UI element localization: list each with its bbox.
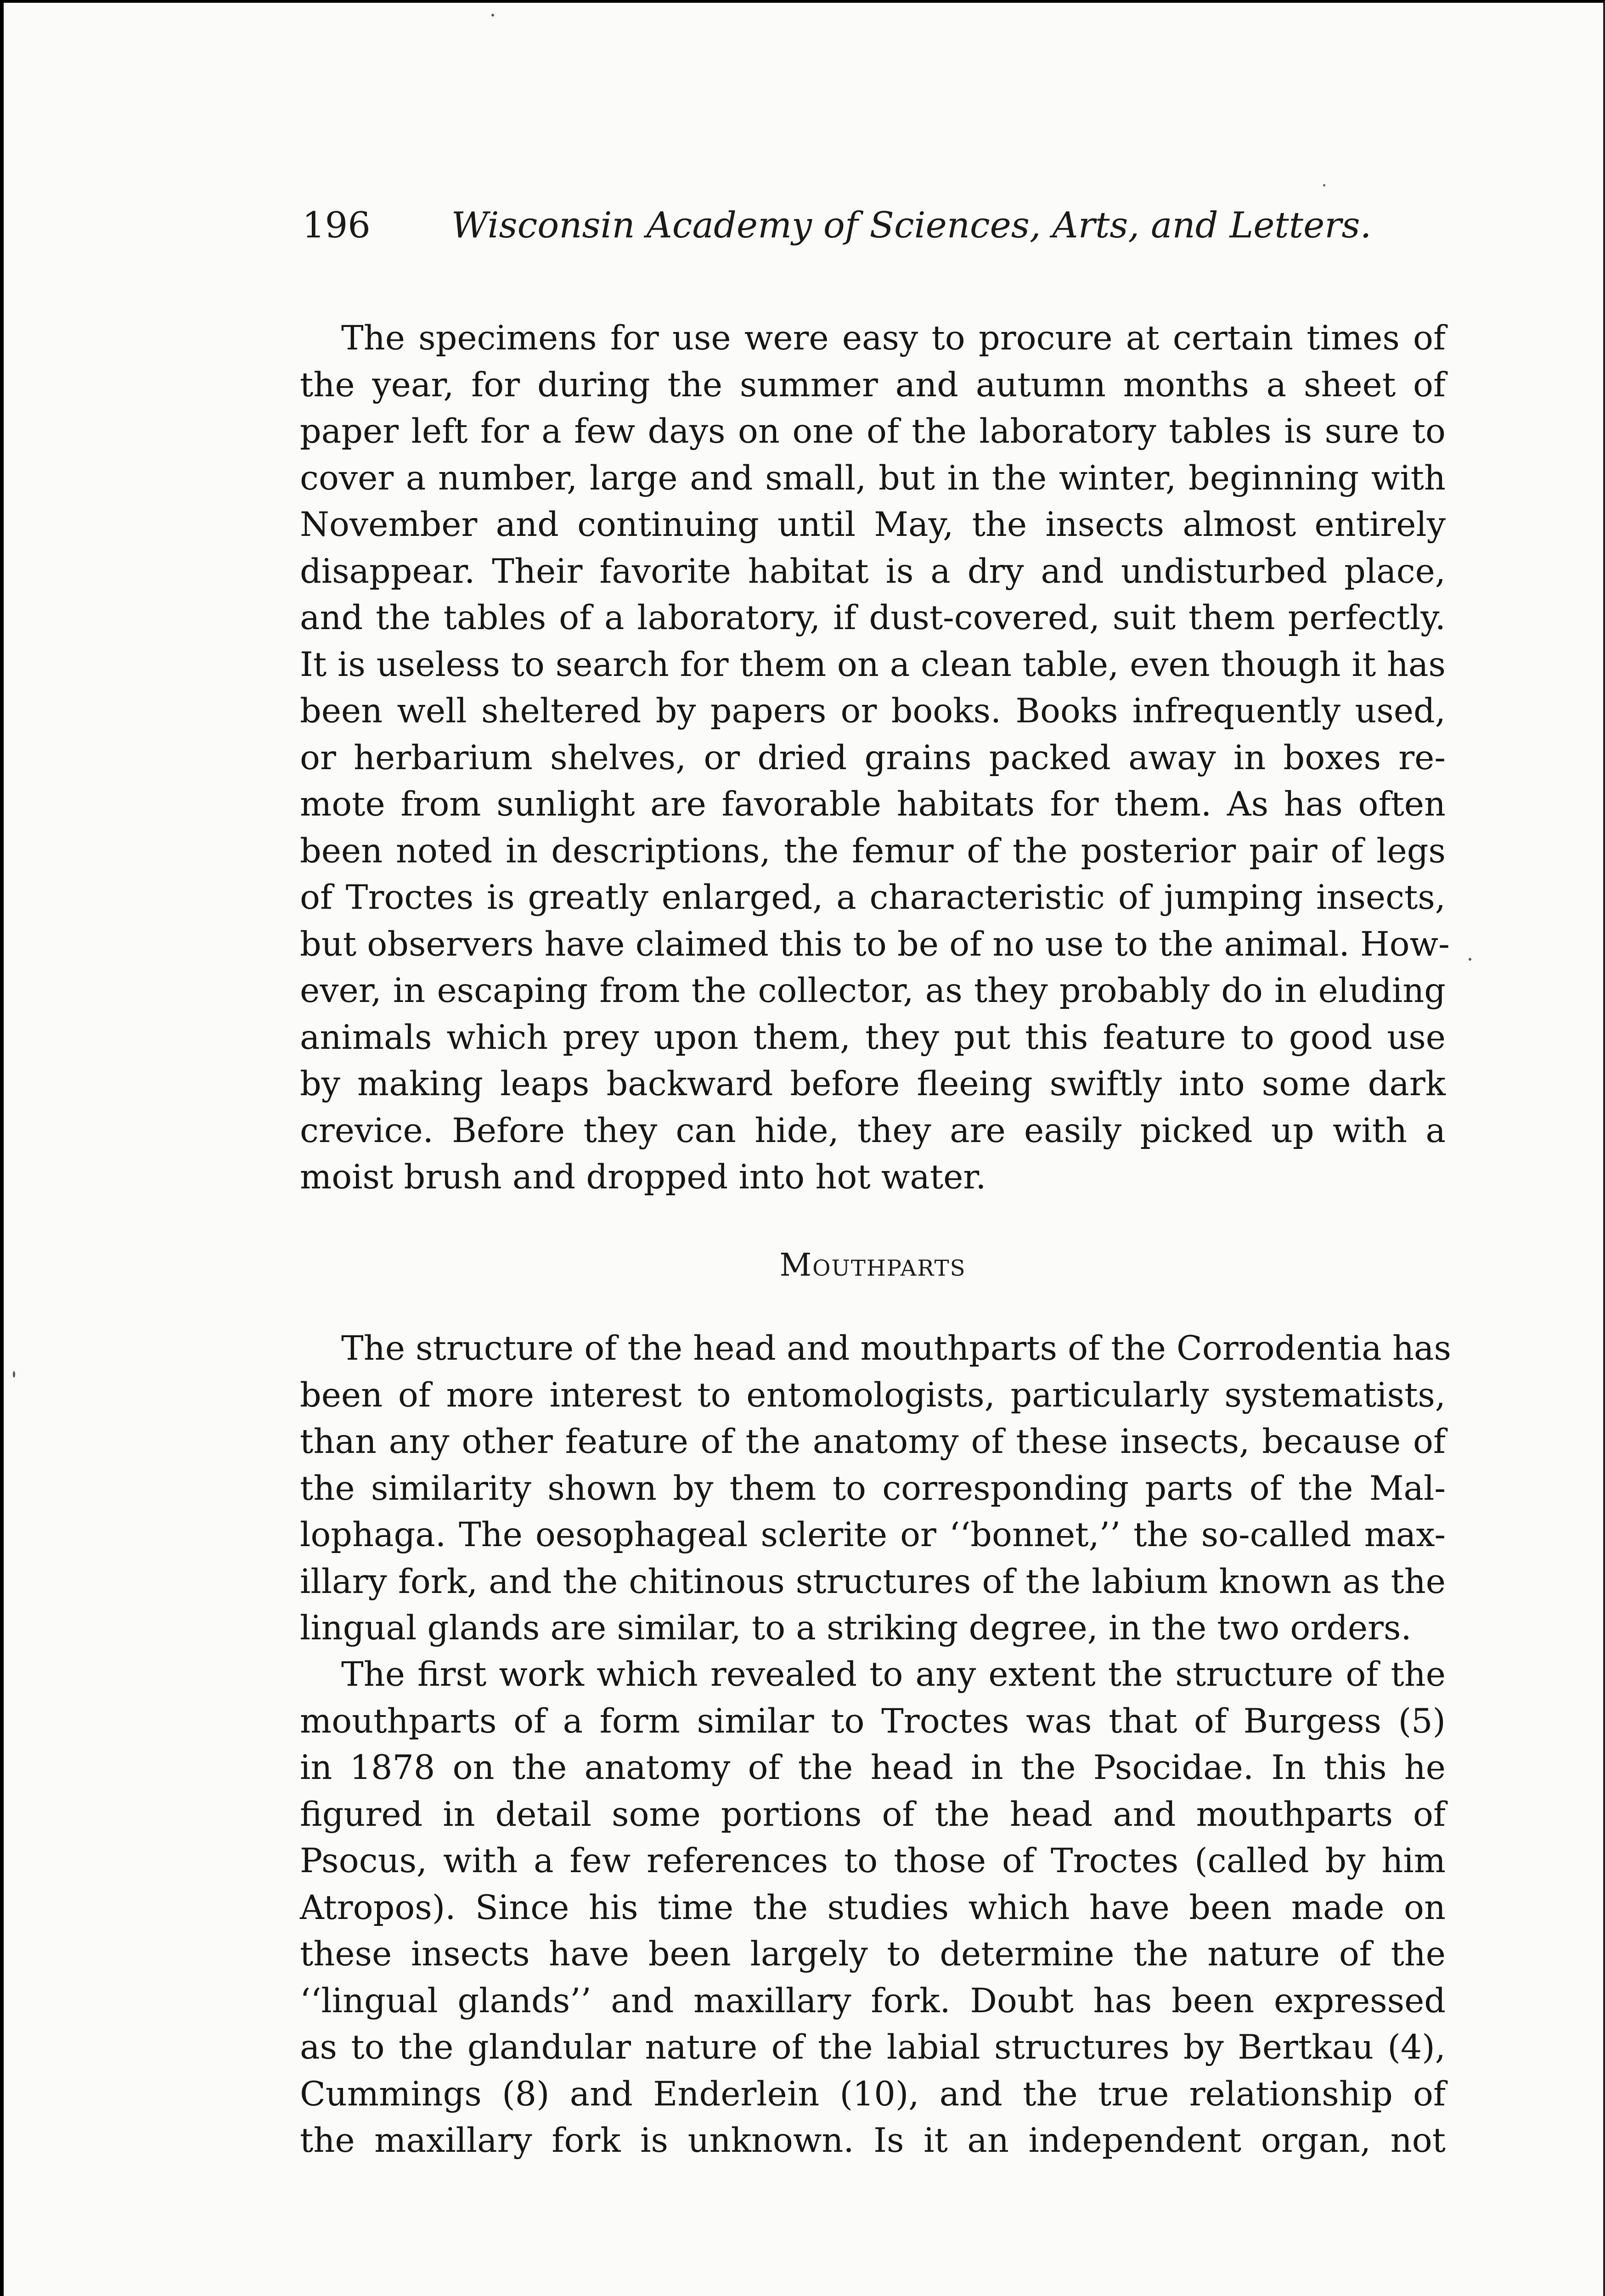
scan-speck xyxy=(491,14,494,17)
text-line: illary fork, and the chitinous structures of the labium known as the xyxy=(300,1562,1446,1601)
text-line: animals which prey upon them, they put this feature to good use xyxy=(300,1018,1446,1057)
paragraph-structure xyxy=(300,1325,1451,1652)
text-line: the similarity shown by them to corresponding parts of the Mal- xyxy=(300,1469,1446,1508)
text-line: The specimens for use were easy to procure at certain times of xyxy=(341,319,1446,358)
text-line: the year, for during the summer and autumn months a sheet of xyxy=(300,365,1446,405)
text-line: and the tables of a laboratory, if dust-covered, suit them perfectly. xyxy=(300,598,1446,637)
paragraph-specimens xyxy=(300,315,1450,1201)
text-line: in 1878 on the anatomy of the head in the Psocidae. In this he xyxy=(300,1748,1446,1787)
text-line: Cummings (8) and Enderlein (10), and the true relationship of xyxy=(300,2074,1446,2114)
text-line: Psocus, with a few references to those of Troctes (called by him xyxy=(300,1841,1446,1880)
text-line: Atropos). Since his time the studies which have been made on xyxy=(300,1888,1446,1927)
text-line: but observers have claimed this to be of no use to the animal. How- xyxy=(300,924,1450,964)
scan-speck xyxy=(1323,184,1325,186)
text-line: by making leaps backward before fleeing swiftly into some dark xyxy=(300,1064,1446,1103)
text-line: paper left for a few days on one of the laboratory tables is sure to xyxy=(300,412,1446,451)
text-line: ‘‘lingual glands’’ and maxillary fork. Doubt has been expressed xyxy=(300,1981,1446,2020)
text-line: the maxillary fork is unknown. Is it an independent organ, not xyxy=(300,2121,1446,2160)
text-line: November and continuing until May, the insects almost entirely xyxy=(300,505,1446,544)
text-line: disappear. Their favorite habitat is a dry and undisturbed place, xyxy=(300,551,1446,591)
scan-speck xyxy=(13,1371,15,1378)
page-header xyxy=(302,205,1372,246)
text-line: been well sheltered by papers or books. Books infrequently used, xyxy=(300,692,1446,731)
page-number: 196 xyxy=(302,205,371,246)
text-line: been of more interest to entomologists, particularly systematists, xyxy=(300,1375,1446,1415)
text-line: The structure of the head and mouthparts of the Corrodentia has xyxy=(341,1329,1451,1368)
running-title: Wisconsin Academy of Sciences, Arts, and Letters. xyxy=(451,205,1372,246)
text-line: crevice. Before they can hide, they are easily picked up with a xyxy=(300,1111,1446,1150)
text-line: ever, in escaping from the collector, as they probably do in eluding xyxy=(300,971,1446,1010)
text-line: lophaga. The oesophageal sclerite or ‘‘bonnet,’’ the so-called max- xyxy=(300,1515,1446,1554)
text-line: The first work which revealed to any extent the structure of the xyxy=(341,1655,1446,1694)
text-line: mote from sunlight are favorable habitats for them. As has often xyxy=(300,785,1446,824)
text-line: of Troctes is greatly enlarged, a characteristic of jumping insects, xyxy=(300,878,1446,917)
text-line: lingual glands are similar, to a striking degree, in the two orders. xyxy=(300,1609,1412,1648)
text-line: moist brush and dropped into hot water. xyxy=(300,1158,986,1197)
text-line: It is useless to search for them on a clean table, even though it has xyxy=(300,645,1446,684)
text-line: as to the glandular nature of the labial structures by Bertkau (4), xyxy=(300,2028,1446,2067)
text-line: mouthparts of a form similar to Troctes was that of Burgess (5) xyxy=(300,1701,1446,1741)
text-line: than any other feature of the anatomy of these insects, because of xyxy=(300,1422,1446,1461)
section-heading: Mouthparts xyxy=(779,1247,966,1283)
text-line: these insects have been largely to determine the nature of the xyxy=(300,1935,1446,1974)
scan-speck xyxy=(1469,958,1471,961)
text-line: been noted in descriptions, the femur of the posterior pair of legs xyxy=(300,831,1446,871)
text-line: or herbarium shelves, or dried grains packed away in boxes re- xyxy=(300,738,1446,777)
text-line: cover a number, large and small, but in the winter, beginning with xyxy=(300,458,1446,498)
text-line: figured in detail some portions of the head and mouthparts of xyxy=(300,1795,1446,1834)
paragraph-first-work xyxy=(300,1651,1446,2164)
